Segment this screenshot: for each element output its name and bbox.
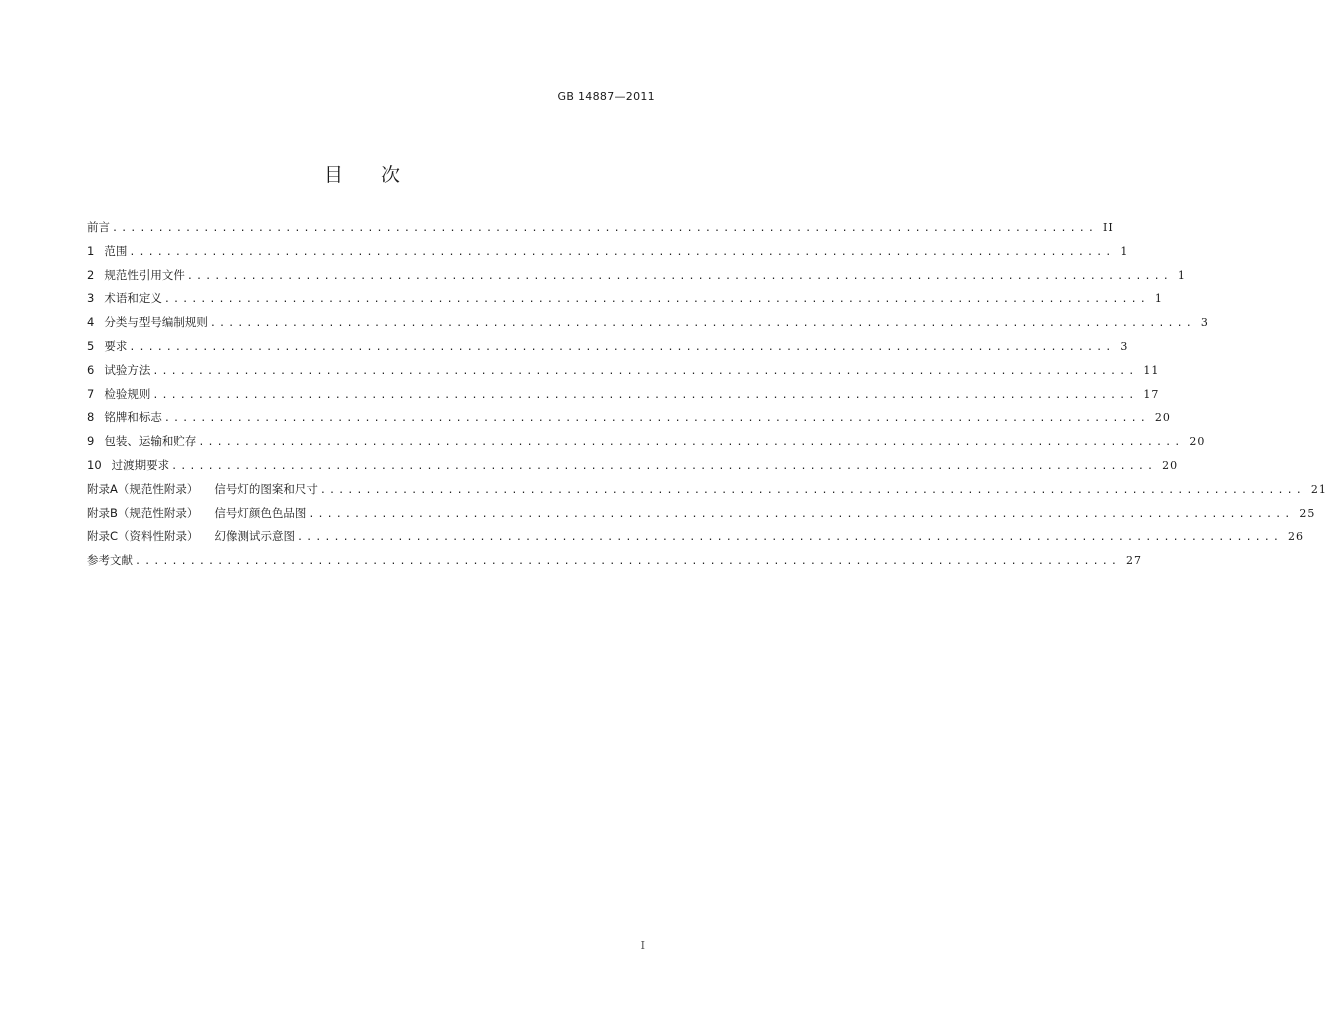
toc-leader-dots: ............................................................................................................ [297, 532, 1283, 544]
toc-leader-dots: ............................................................................................................ [163, 294, 1149, 306]
toc-entry-label: 范围 [104, 243, 128, 258]
toc-page-number: II [1103, 221, 1114, 234]
toc-page-number: 3 [1200, 316, 1209, 330]
page-title-char-2: 次 [381, 164, 401, 186]
toc-page-number: 20 [1154, 411, 1171, 425]
toc-entry-subtitle: 信号灯颜色色品图 [214, 505, 307, 520]
toc-entry-packaging[interactable] [87, 430, 1206, 454]
toc-page-number: 20 [1162, 458, 1179, 472]
toc-entry-subtitle: 幻像测试示意图 [214, 529, 296, 544]
toc-entry-subtitle: 信号灯的图案和尺寸 [214, 481, 318, 496]
page-title-char-1: 目 [323, 164, 343, 186]
toc-section-number: 9 [87, 434, 95, 449]
toc-entry-label: 要求 [104, 338, 128, 353]
toc-entry-label: 过渡期要求 [111, 457, 170, 472]
toc-leader-dots: ............................................................................................................ [308, 508, 1294, 520]
toc-page-number: 25 [1299, 506, 1316, 520]
toc-section-number: 6 [87, 362, 95, 377]
toc-entry-label: 术语和定义 [104, 291, 162, 306]
toc-entry-label: 试验方法 [104, 362, 151, 377]
toc-section-number: 2 [87, 267, 95, 282]
toc-section-number: 10 [87, 457, 102, 472]
toc-section-number: 1 [87, 243, 95, 258]
toc-page-number: 1 [1120, 244, 1129, 258]
toc-leader-dots: ............................................................................................................ [135, 556, 1121, 568]
toc-page-number: 1 [1154, 292, 1163, 306]
toc-entry-normative-references[interactable] [87, 264, 1186, 288]
toc-leader-dots: ............................................................................................................ [209, 318, 1195, 330]
toc-section-number: 7 [87, 386, 95, 401]
footer-page-number: I [640, 939, 645, 952]
toc-page-number: 17 [1143, 387, 1160, 401]
toc-entry-transition[interactable] [87, 454, 1179, 478]
toc-page-number: 27 [1126, 554, 1143, 568]
toc-entry-label: 铭牌和标志 [104, 410, 162, 425]
toc-page-number: 11 [1143, 363, 1160, 377]
toc-entry-label: 检验规则 [104, 386, 151, 401]
toc-entry-label: 附录B（规范性附录） [87, 505, 199, 520]
toc-page-number: 20 [1189, 435, 1206, 449]
toc-leader-dots: ............................................................................................................ [152, 365, 1138, 377]
toc-entry-annex-c[interactable] [87, 525, 1305, 549]
toc-section-number: 3 [87, 291, 95, 306]
toc-page-number: 21 [1310, 482, 1327, 496]
toc-leader-dots: ............................................................................................................ [171, 460, 1157, 472]
standard-number: GB 14887—2011 [557, 90, 655, 103]
toc-leader-dots: ............................................................................................................ [186, 270, 1172, 282]
toc-section-number: 8 [87, 410, 95, 425]
toc-entry-label: 分类与型号编制规则 [104, 315, 208, 330]
toc-entry-terms-definitions[interactable] [87, 287, 1163, 311]
toc-page-number: 26 [1288, 530, 1305, 544]
toc-leader-dots: ............................................................................................................ [198, 437, 1184, 449]
toc-entry-annex-b[interactable] [87, 502, 1316, 526]
toc-entry-scope[interactable] [87, 240, 1129, 264]
toc-entry-test-methods[interactable] [87, 359, 1160, 383]
toc-entry-label: 参考文献 [87, 553, 133, 568]
toc-leader-dots: ............................................................................................................ [163, 413, 1149, 425]
toc-entry-label: 附录A（规范性附录） [87, 481, 199, 496]
toc-entry-bibliography[interactable] [87, 549, 1143, 573]
toc-section-number: 5 [87, 338, 95, 353]
toc-entry-annex-a[interactable] [87, 478, 1327, 502]
toc-entry-requirements[interactable] [87, 335, 1129, 359]
toc-page-number: 3 [1120, 339, 1129, 353]
toc-leader-dots: ............................................................................................................ [152, 389, 1138, 401]
toc-entry-label: 规范性引用文件 [104, 267, 185, 282]
toc-leader-dots: ............................................................................................................ [112, 223, 1098, 234]
toc-entry-inspection-rules[interactable] [87, 383, 1160, 407]
toc-leader-dots: ............................................................................................................ [129, 341, 1115, 353]
toc-page-number: 1 [1177, 268, 1186, 282]
toc-entry-nameplate-marking[interactable] [87, 406, 1171, 430]
toc-entry-label: 包装、运输和贮存 [104, 434, 197, 449]
toc-section-number: 4 [87, 315, 95, 330]
toc-entry-foreword[interactable] [87, 216, 1114, 240]
toc-entry-label: 前言 [87, 220, 110, 234]
toc-leader-dots: ............................................................................................................ [319, 484, 1305, 496]
toc-leader-dots: ............................................................................................................ [129, 246, 1115, 258]
toc-entry-label: 附录C（资料性附录） [87, 529, 199, 544]
table-of-contents [87, 216, 1327, 573]
toc-entry-classification[interactable] [87, 311, 1209, 335]
page-title [0, 160, 724, 187]
